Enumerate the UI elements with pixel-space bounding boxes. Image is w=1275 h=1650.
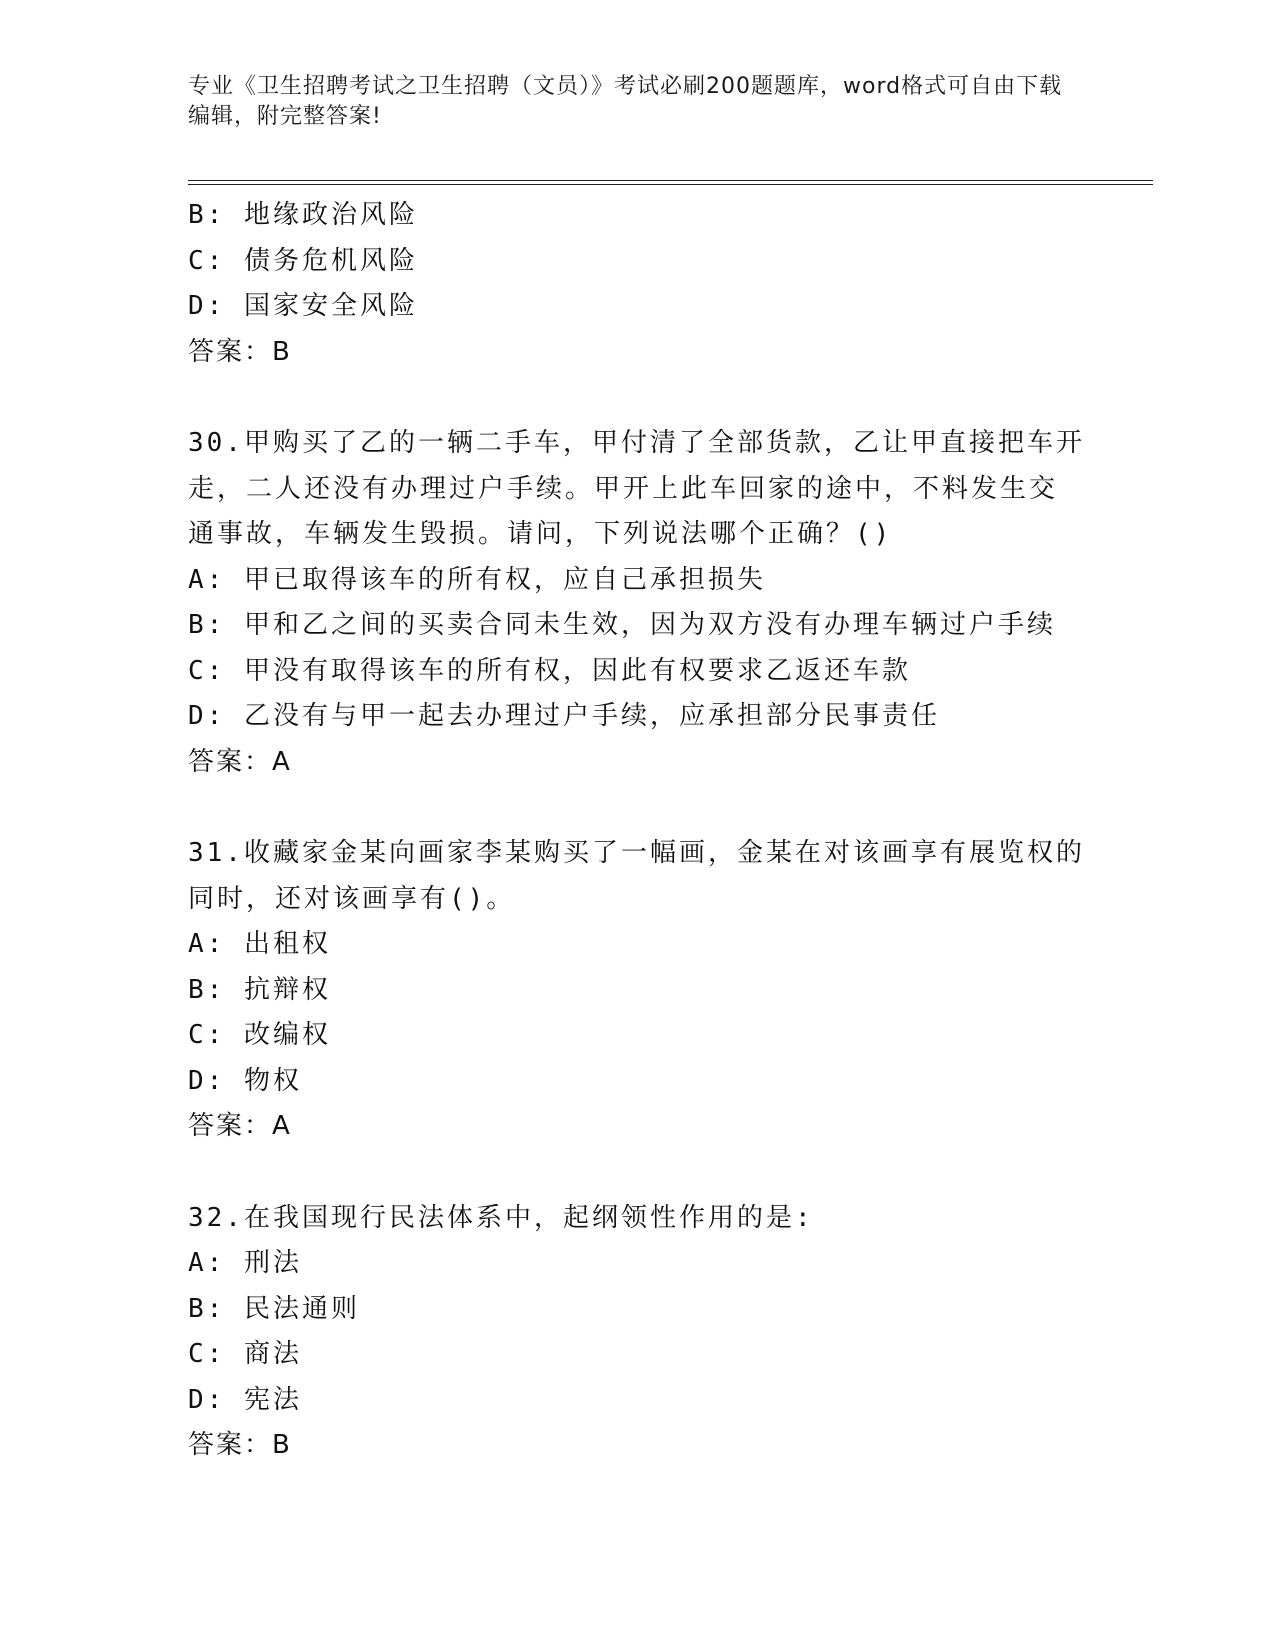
question-stem-line: 通事故，车辆发生毁损。请问，下列说法哪个正确？() [188,519,893,549]
option-c: C: 债务危机风险 [188,245,418,276]
question-stem-line: 走，二人还没有办理过户手续。甲开上此车回家的途中，不料发生交 [188,473,1059,504]
option-b: B: 地缘政治风险 [188,200,418,230]
document-title: 专业《卫生招聘考试之卫生招聘（文员）》考试必刷200题题库，word格式可自由下载编辑，附完整答案! [188,74,1063,129]
option-c: C: 商法 [188,1339,302,1369]
option-c: C: 改编权 [188,1020,331,1050]
question-30 [188,421,1088,785]
spacer [188,785,1088,831]
page-header [188,72,1068,132]
option-c: C: 甲没有取得该车的所有权，因此有权要求乙返还车款 [188,655,911,686]
option-a: A: 刑法 [188,1248,302,1278]
option-d: D: 宪法 [188,1384,302,1415]
option-b: B: 民法通则 [188,1293,360,1324]
option-d: D: 物权 [188,1065,302,1096]
answer-line: 答案：A [188,746,292,777]
partial-question [188,193,1088,375]
option-b: B: 甲和乙之间的买卖合同未生效，因为双方没有办理车辆过户手续 [188,610,1056,640]
option-d: D: 国家安全风险 [188,291,418,321]
question-stem-line: 32.在我国现行民法体系中，起纲领性作用的是: [188,1202,814,1233]
question-31 [188,831,1088,1150]
header-divider [188,180,1153,185]
option-d: D: 乙没有与甲一起去办理过户手续，应承担部分民事责任 [188,701,940,731]
answer-line: 答案：B [188,336,292,367]
question-stem-line: 31.收藏家金某向画家李某购买了一幅画，金某在对该画享有展览权的 [188,838,1085,868]
option-a: A: 甲已取得该车的所有权，应自己承担损失 [188,564,766,595]
question-list [188,193,1088,1469]
question-stem-line: 30.甲购买了乙的一辆二手车，甲付清了全部货款，乙让甲直接把车开 [188,428,1085,458]
answer-line: 答案：A [188,1111,292,1141]
option-a: A: 出租权 [188,929,331,959]
question-32 [188,1196,1088,1469]
spacer [188,375,1088,421]
answer-line: 答案：B [188,1430,292,1460]
option-b: B: 抗辩权 [188,974,331,1005]
spacer [188,1150,1088,1196]
question-stem-line: 同时，还对该画享有()。 [188,883,516,914]
